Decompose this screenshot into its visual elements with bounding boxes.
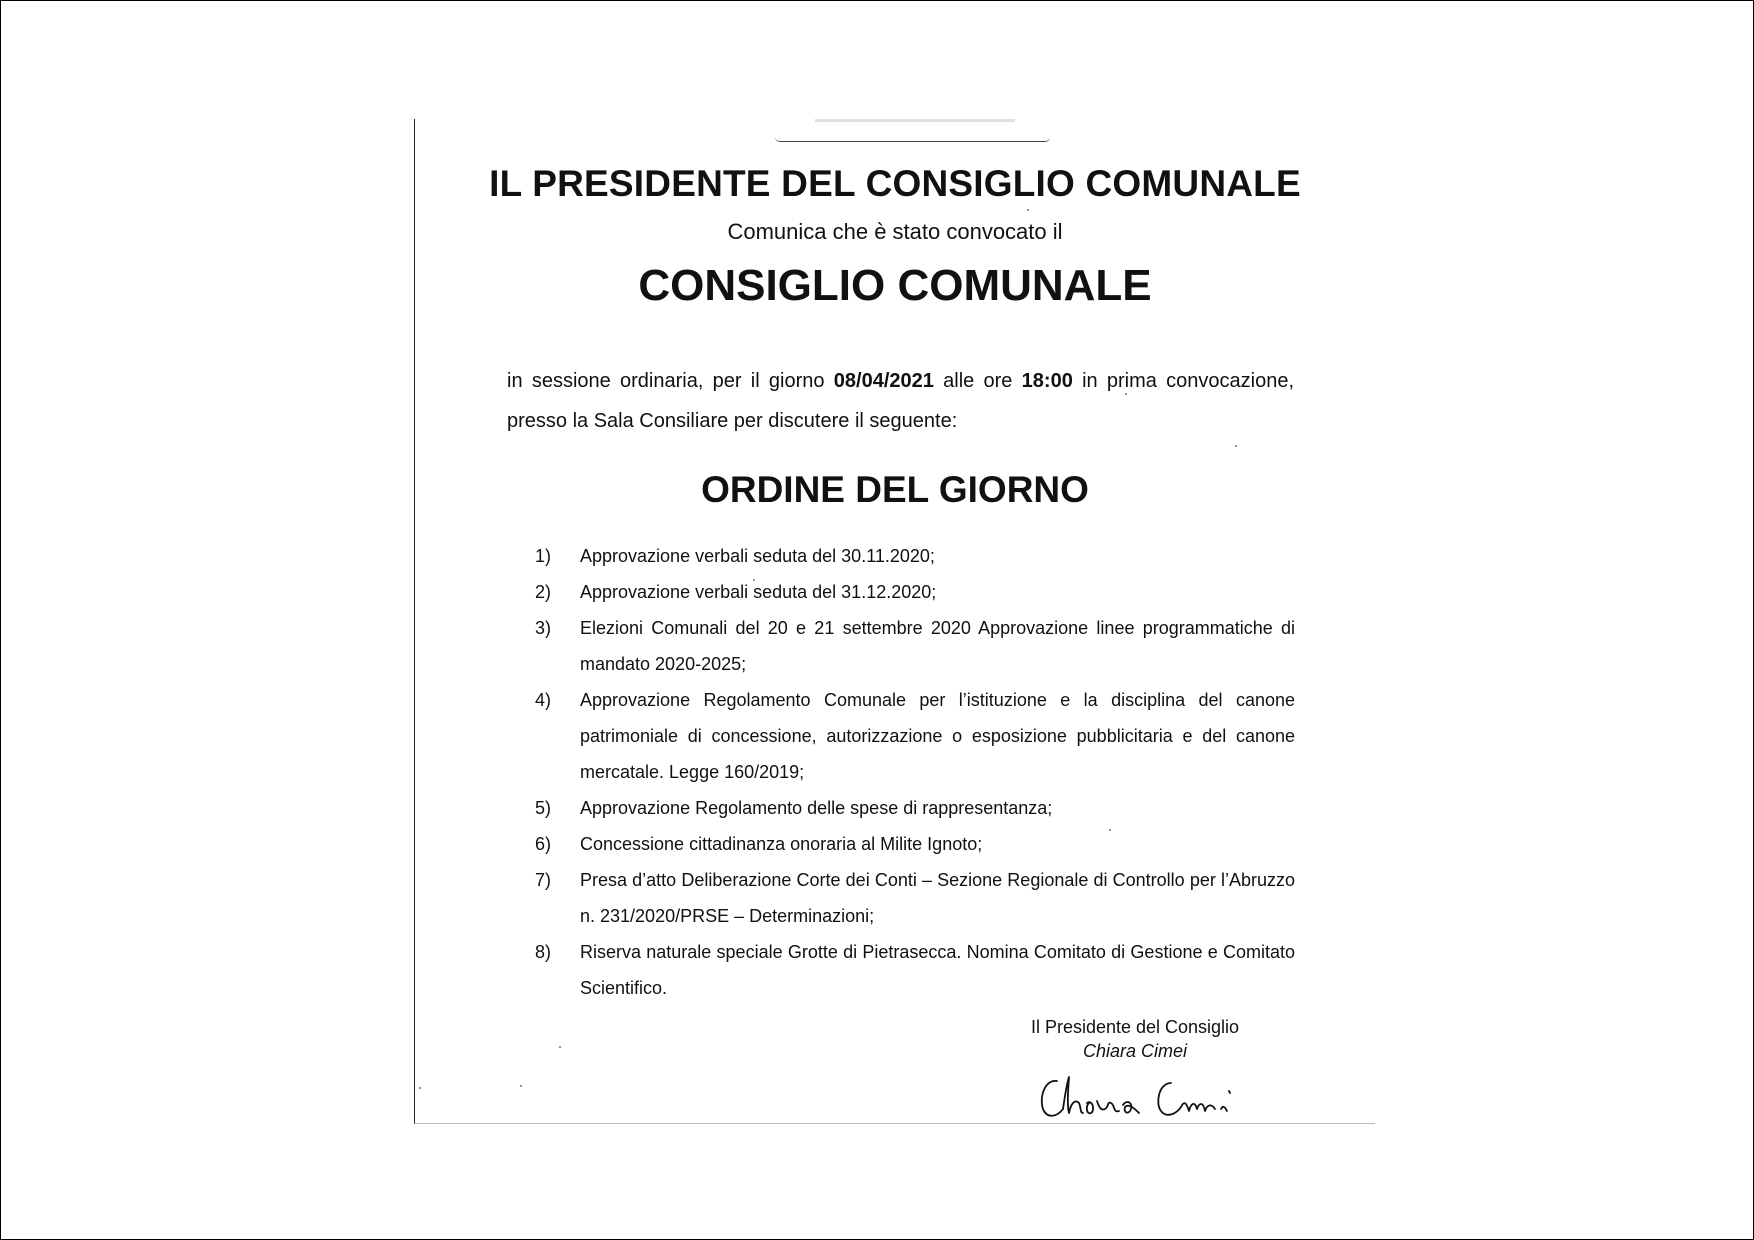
- agenda-title: ORDINE DEL GIORNO: [701, 469, 1089, 510]
- intro-line-2: presso la Sala Consiliare per discutere il seguente:: [507, 410, 958, 432]
- agenda-item-text: Riserva naturale speciale Grotte di Pietrasecca. Nomina Comitato di Gestione e Comitato Scientifico.: [580, 942, 1295, 998]
- agenda-list: [535, 538, 1295, 1006]
- council-heading: CONSIGLIO COMUNALE: [638, 261, 1152, 310]
- agenda-item-number: 2): [535, 582, 552, 602]
- signer-name: Chiara Cimei: [1082, 1041, 1188, 1061]
- agenda-item-number: 5): [535, 798, 552, 818]
- intro-text-1: in sessione ordinaria, per il giorno: [507, 370, 834, 392]
- scan-speck: [1125, 393, 1127, 395]
- agenda-item: [535, 538, 1295, 574]
- agenda-item-number: 8): [535, 942, 552, 962]
- scan-speck: [753, 579, 755, 581]
- intro-text-3: in prima convocazione,: [1072, 370, 1295, 392]
- signer-role: Il Presidente del Consiglio: [1030, 1017, 1240, 1037]
- agenda-item-number: 6): [535, 834, 552, 854]
- agenda-item-number: 4): [535, 690, 552, 710]
- agenda-item: [535, 610, 1295, 682]
- agenda-item: [535, 862, 1295, 934]
- agenda-item-text: Approvazione Regolamento Comunale per l’istituzione e la disciplina del canone patrimoniale di concessione, autorizzazione o esposizione pubblicitaria e del canone mercatale. Legge 160/2019;: [580, 690, 1295, 782]
- scan-speck: [419, 1087, 421, 1089]
- agenda-item-text: Approvazione Regolamento delle spese di rappresentanza;: [580, 798, 1053, 818]
- agenda-item-text: Concessione cittadinanza onoraria al Milite Ignoto;: [580, 834, 983, 854]
- agenda-item: [535, 826, 1295, 862]
- header-rule-shadow: [815, 119, 1015, 122]
- agenda-item-number: 1): [535, 546, 552, 566]
- agenda-item: [535, 574, 1295, 610]
- agenda-item-number: 3): [535, 618, 552, 638]
- meeting-date: 08/04/2021: [833, 370, 934, 392]
- agenda-item: [535, 682, 1295, 790]
- scan-speck: [1235, 445, 1237, 447]
- scan-speck: [1027, 209, 1029, 211]
- scan-speck: [1109, 829, 1111, 831]
- document-subtitle: Comunica che è stato convocato il: [727, 219, 1063, 244]
- agenda-item: [535, 790, 1295, 826]
- intro-text-2: alle ore: [933, 370, 1022, 392]
- header-rule: [775, 137, 1050, 142]
- agenda-item-text: Elezioni Comunali del 20 e 21 settembre 2020 Approvazione linee programmatiche di mandato 2020-2025;: [580, 618, 1295, 674]
- intro-line-1: [507, 361, 1294, 401]
- agenda-item-text: Presa d’atto Deliberazione Corte dei Conti – Sezione Regionale di Controllo per l’Abruzzo n. 231/2020/PRSE – Determinazioni;: [580, 870, 1295, 926]
- handwritten-signature: [1035, 1069, 1255, 1123]
- agenda-item-number: 7): [535, 870, 552, 890]
- scanned-document: [414, 119, 1375, 1124]
- signature-block: [1020, 1015, 1250, 1063]
- agenda-item: [535, 934, 1295, 1006]
- scan-speck: [559, 1046, 561, 1048]
- agenda-item-text: Approvazione verbali seduta del 30.11.2020;: [580, 546, 935, 566]
- meeting-time: 18:00: [1021, 370, 1073, 392]
- document-title: IL PRESIDENTE DEL CONSIGLIO COMUNALE: [489, 163, 1301, 204]
- scan-speck: [520, 1085, 522, 1087]
- agenda-item-text: Approvazione verbali seduta del 31.12.2020;: [580, 582, 937, 602]
